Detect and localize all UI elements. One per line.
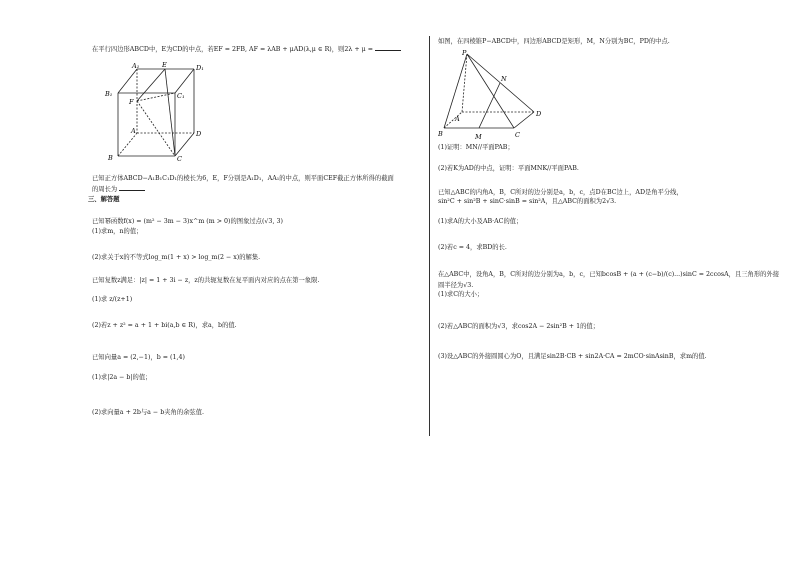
- cube-label: E: [162, 61, 167, 69]
- column-divider: [429, 36, 430, 436]
- section-title: 三、解答题: [88, 196, 120, 203]
- question-triangle2-line1: 在△ABC中，设角A，B，C所对的边分别为a，b，c，已知bcosB + (a + (c−b)/(c)...)sinC = 2ccosA，且三角形的外接: [438, 271, 780, 278]
- cube-label: F: [129, 98, 134, 106]
- pyramid-label: D: [536, 110, 542, 118]
- question-pyramid-part1: (1)证明：MN//平面PAB；: [438, 144, 514, 151]
- pyramid-label: B: [438, 130, 443, 138]
- pyramid-label: M: [475, 133, 482, 140]
- question-vector-part1: (1)求|2a − b|的值；: [92, 374, 152, 381]
- question-triangle1-part2: (2)若c = 4，求BD的长.: [438, 244, 507, 251]
- pyramid-label: C: [515, 131, 520, 139]
- question-power-part1: (1)求m，n的值；: [92, 228, 143, 235]
- question-vector-part2: (2)求向量a + 2b与a − b夹角的余弦值.: [92, 409, 205, 416]
- cube-label: D: [196, 130, 202, 138]
- cube-label: B₁: [105, 90, 113, 98]
- question-complex-part2: (2)若z + z² = a + 1 + bi(a,b ∈ R)，求a，b的值.: [92, 322, 237, 329]
- question-cube-line1: 已知正方体ABCD−A₁B₁C₁D₁的棱长为6，E，F分别是A₁D₁，AA₁的中点，则平面CEF截正方体所得的截面: [92, 175, 394, 182]
- question-complex-part1: (1)求 z/(z+1): [92, 296, 133, 303]
- cube-label: B: [108, 154, 113, 162]
- question-triangle2-part1: (1)求C的大小；: [438, 291, 484, 298]
- question-pyramid-part2: (2)若K为AD的中点，证明：平面MNK//平面PAB.: [438, 165, 579, 172]
- question-triangle1-line2: sin²C + sin²B + sinC·sinB = sin²A，且△ABC的面积为2√3.: [438, 198, 617, 205]
- question-parallelogram: 在平行四边形ABCD中，E为CD的中点，若EF = 2FB, AF = λAB + μAD(λ,μ ∈ R)，则2λ + μ =: [92, 44, 401, 55]
- question-triangle2-part2: (2)若△ABC的面积为√3，求cos2A − 2sin²B + 1的值；: [438, 323, 599, 330]
- cube-label: A: [131, 127, 136, 135]
- cube-label: D₁: [196, 64, 204, 72]
- cube-label: C: [177, 155, 182, 162]
- question-power-function: 已知幂函数f(x) = (m² − 3m − 3)x^m (m > 0)的图象过点(√3, 3): [92, 218, 283, 225]
- answer-blank: [119, 184, 145, 191]
- question-power-part2: (2)求关于x的不等式log_m(1 + x) > log_m(2 − x)的解集.: [92, 254, 261, 261]
- cube-figure: [102, 60, 212, 162]
- question-vector: 已知向量a = (2,−1)，b = (1,4): [92, 354, 185, 361]
- question-complex: 已知复数z满足：|z| = 1 + 3i − z，z的共轭复数在复平面内对应的点在第一象限.: [92, 277, 320, 284]
- cube-label: C₁: [177, 92, 185, 100]
- pyramid-label: N: [501, 75, 507, 83]
- question-triangle1-line1: 已知△ABC的内角A，B，C所对的边分别是a，b，c，点D在BC边上，AD是角平分线，: [438, 189, 683, 196]
- question-triangle2-line2: 圆半径为√3.: [438, 282, 474, 289]
- pyramid-figure: [438, 48, 548, 140]
- cube-label: A₁: [132, 62, 140, 70]
- pyramid-label: P: [462, 49, 467, 57]
- question-pyramid: 如图，在四棱锥P−ABCD中，四边形ABCD是矩形，M，N分别为BC，PD的中点.: [438, 38, 670, 45]
- question-triangle2-part3: (3)设△ABC的外接圆圆心为O，且满足sin2B·CB + sin2A·CA = 2mCO·sinAsinB，求m的值.: [438, 353, 707, 360]
- answer-blank: [375, 44, 401, 51]
- question-triangle1-part1: (1)求A的大小及AB·AC的值；: [438, 218, 523, 225]
- pyramid-label: A: [455, 115, 460, 123]
- question-cube-line2: 的周长为: [92, 184, 145, 195]
